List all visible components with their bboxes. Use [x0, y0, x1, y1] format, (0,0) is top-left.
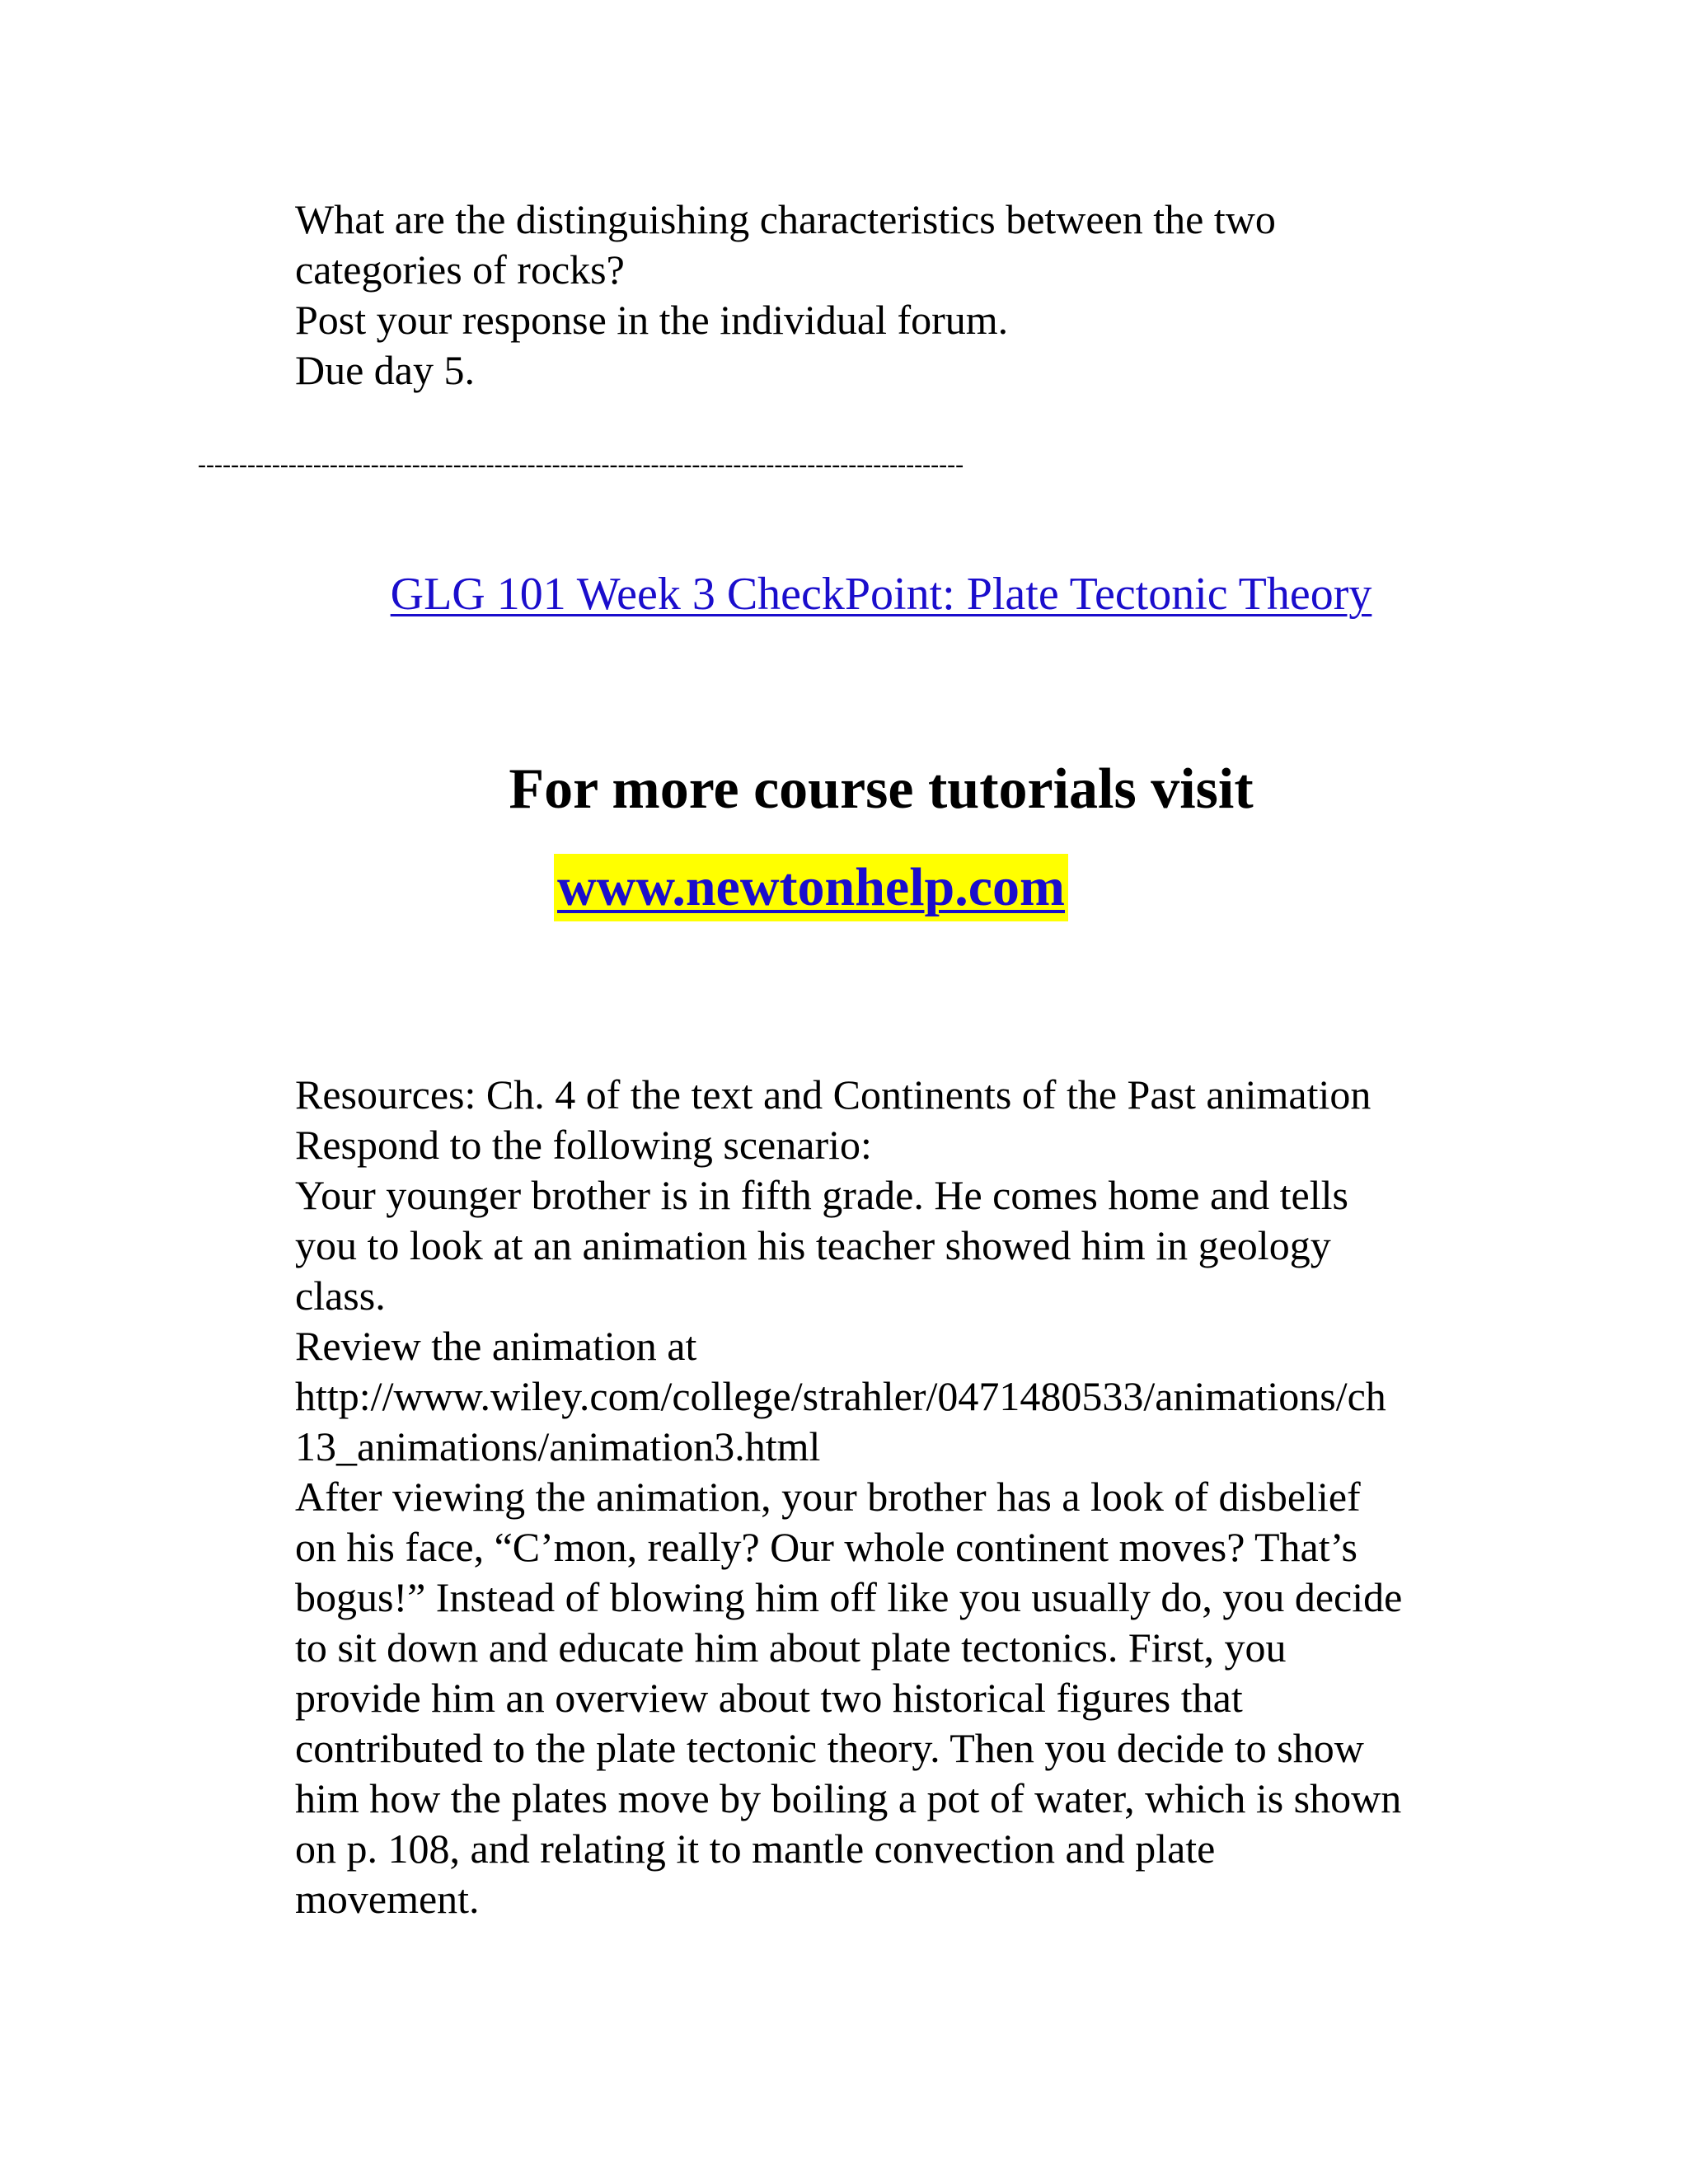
dashed-divider: --------------------------------------------------------------------------------------------- [198, 451, 964, 478]
body-line: Resources: Ch. 4 of the text and Continents of the Past animation [295, 1071, 1372, 1118]
body-line: After viewing the animation, your brother has a look of disbelief [295, 1474, 1361, 1520]
body-line: bogus!” Instead of blowing him off like you usually do, you decide [295, 1574, 1403, 1620]
body-line: to sit down and educate him about plate tectonics. First, you [295, 1624, 1287, 1671]
body-line: movement. [295, 1876, 480, 1922]
product-title [0, 565, 1688, 623]
body-line: class. [295, 1272, 386, 1319]
body-line: Respond to the following scenario: [295, 1122, 872, 1168]
body-line: on p. 108, and relating it to mantle convection and plate [295, 1825, 1216, 1872]
site-link[interactable]: www.newtonhelp.com [557, 857, 1066, 917]
site-link-highlight [554, 854, 1068, 921]
animation-url: http://www.wiley.com/college/strahler/0471480533/animations/ch [295, 1373, 1386, 1419]
body-line: Your younger brother is in fifth grade. He comes home and tells [295, 1172, 1348, 1218]
promo-heading [0, 755, 1688, 824]
intro-line: categories of rocks? [295, 246, 625, 293]
intro-paragraph [295, 194, 1531, 396]
product-link[interactable]: GLG 101 Week 3 CheckPoint: Plate Tectonic Theory [390, 569, 1372, 620]
body-line: him how the plates move by boiling a pot of water, which is shown [295, 1775, 1402, 1821]
intro-line: What are the distinguishing characteristics between the two [295, 196, 1276, 242]
intro-line: Due day 5. [295, 347, 475, 393]
body-line: on his face, “C’mon, really? Our whole continent moves? That’s [295, 1524, 1357, 1570]
intro-line: Post your response in the individual forum. [295, 297, 1009, 343]
body-line: provide him an overview about two historical figures that [295, 1675, 1243, 1721]
assignment-body [295, 1070, 1465, 1924]
promo-heading-text: For more course tutorials visit [509, 757, 1254, 821]
body-line: Review the animation at [295, 1323, 697, 1369]
body-line: contributed to the plate tectonic theory. Then you decide to show [295, 1725, 1364, 1771]
animation-url: 13_animations/animation3.html [295, 1423, 821, 1469]
body-line: you to look at an animation his teacher showed him in geology [295, 1222, 1331, 1268]
